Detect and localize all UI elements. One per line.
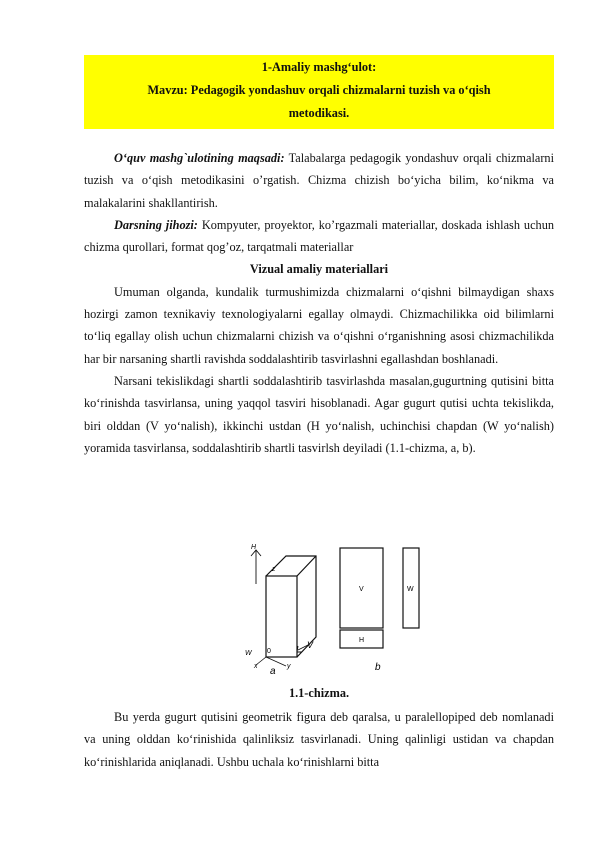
front-view-label: V	[359, 586, 364, 593]
figure-1-1	[235, 540, 435, 680]
axis-label-y: y	[287, 663, 291, 670]
subfigure-label-b: b	[375, 662, 381, 673]
axis-label-z: z	[272, 566, 276, 573]
equipment-paragraph	[84, 214, 554, 259]
goal-paragraph	[84, 147, 554, 214]
body-paragraph: Umuman olganda, kundalik turmushimizda chizmalarni o‘qishni bilmaydigan shaxs hozirgi zamon texnikaviy texnologiyalarni egallay olmaydi. Chizmachilikka oid bilimlarni to‘liq egallay olish uchun chizmalarni chizish va o‘qishni o‘rganishning asosi chizmachilikda har bir narsaning shartli ravishda soddalashtirib tasvirlashni egallashdan boshlanadi.	[84, 284, 554, 366]
section-title: Vizual amaliy materiallari	[249, 262, 389, 277]
subfigure-label-a: a	[270, 666, 276, 677]
equipment-text: Kompyuter, proyektor, ko’rgazmali materiallar, doskada ishlash uchun chizma qurollari, format qog’oz, tarqatmali materiallar	[84, 217, 554, 255]
side-view-label: W	[407, 586, 414, 593]
axis-label-h: H	[251, 544, 257, 551]
direction-label-v: V	[307, 640, 314, 650]
axis-label-x: x	[254, 663, 258, 670]
top-view-label: H	[359, 637, 365, 644]
origin-label: 0	[267, 648, 271, 655]
title-banner	[84, 55, 554, 129]
equipment-label: Darsning jihozi:	[114, 217, 198, 232]
direction-label-w: W	[245, 650, 252, 657]
figure-caption: 1.1-chizma.	[288, 686, 350, 700]
intro-block	[84, 147, 554, 459]
topic-title-continued: metodikasi.	[288, 106, 350, 120]
body-paragraph: Narsani tekislikdagi shartli soddalashtirib tasvirlashda masalan,gugurtning qutisini bitta ko‘rinishda tasvirlansa, uning yaqqol tasviri hisoblanadi. Agar gugurt qutisi uchta tekislikda, biri olddan (V yo‘nalish), ikkinchi ustdan (H yo‘nalish, uchinchisi chapdan (W yo‘nalish) yoramida tasvirlansa, soddalashtirib shartli tasvirlsh deyiladi (1.1-chizma, a, b).	[84, 373, 554, 455]
closing-paragraph: Bu yerda gugurt qutisini geometrik figura deb qaralsa, u paralellopiped deb nomlanadi va uning olddan ko‘rinishida qalinliksiz tasvirlanadi. Uning qalinligi ustidan va chapdan ko‘rinishlarida aniqlanadi. Ushbu uchala ko‘rinishlarni bitta	[84, 710, 554, 769]
topic-title: Mavzu: Pedagogik yondashuv orqali chizmalarni tuzish va o‘qish	[147, 83, 491, 97]
exercise-title: 1-Amaliy mashg‘ulot:	[261, 60, 377, 74]
goal-text: Talabalarga pedagogik yondashuv orqali chizmalarni tuzish va o‘qish metodikasini o’rgatish. Chizma chizish bo‘yicha bilim, ko‘nikma va malakalarini shakllantirish.	[84, 151, 554, 210]
closing-block	[84, 706, 554, 773]
figure-caption-block	[84, 682, 554, 704]
goal-label: O‘quv mashg`ulotining maqsadi:	[114, 151, 285, 165]
orthographic-views	[340, 548, 419, 648]
